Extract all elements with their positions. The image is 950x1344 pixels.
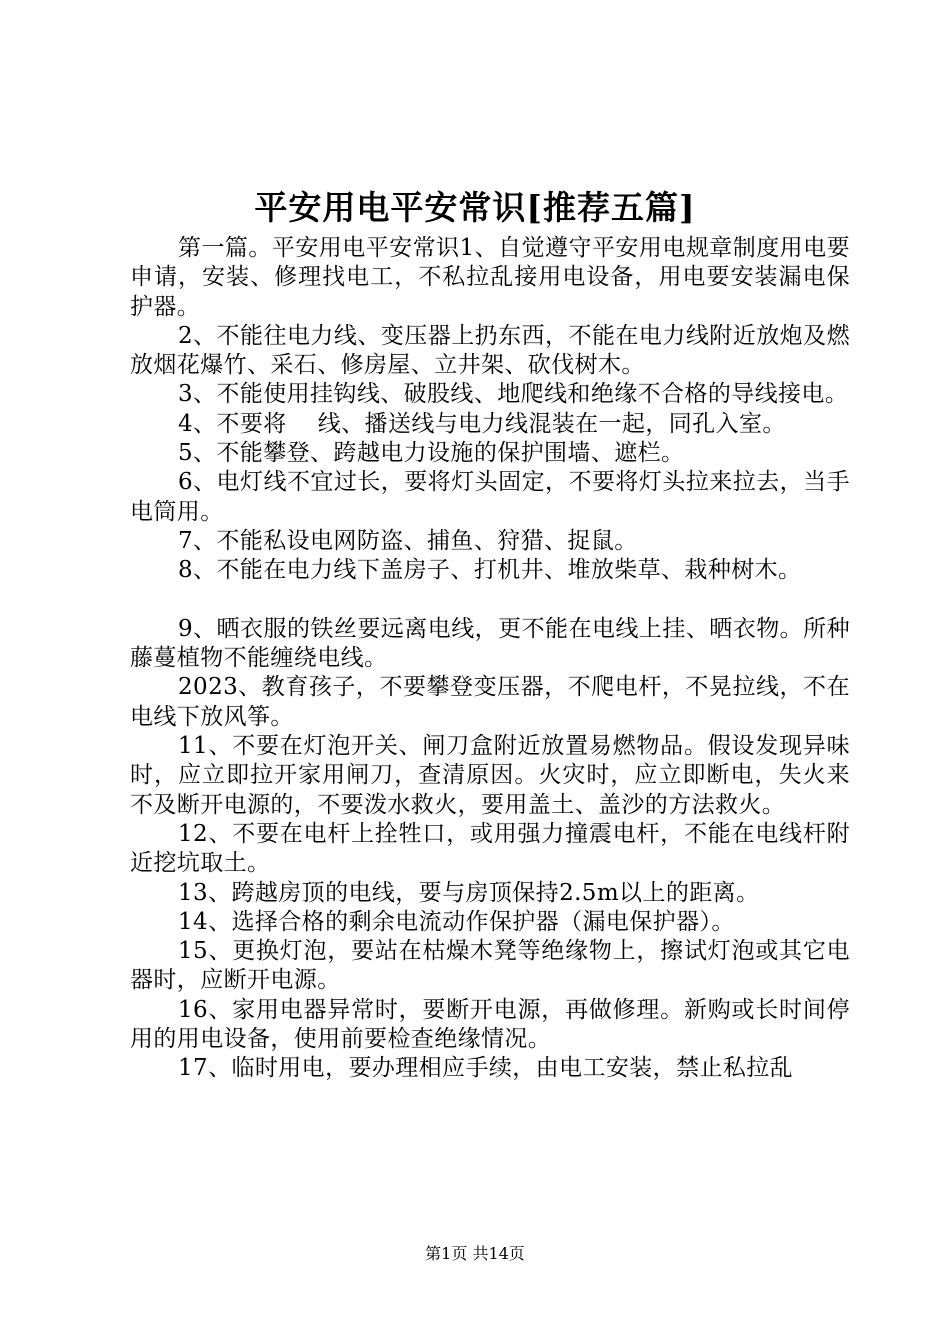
paragraph: 5、不能攀登、跨越电力设施的保护围墙、遮栏。 [178, 440, 685, 467]
paragraph: 第一篇。平安用电平安常识1、自觉遵守平安用电规章制度用电要申请，安装、修理找电工，不私拉乱接用电设备，用电要安装漏电保护器。 [130, 235, 850, 320]
paragraph: 9、晒衣服的铁丝要远离电线，更不能在电线上挂、晒衣物。所种藤蔓植物不能缠绕电线。 [130, 615, 850, 672]
paragraph: 3、不能使用挂钩线、破股线、地爬线和绝缘不合格的导线接电。 [178, 381, 849, 408]
paragraph: 16、家用电器异常时，要断开电源，再做修理。新购或长时间停用的用电设备，使用前要检查绝缘情况。 [130, 996, 850, 1053]
paragraph: 12、不要在电杆上拴牲口，或用强力撞震电杆，不能在电线杆附近挖坑取土。 [130, 820, 850, 877]
paragraph: 11、不要在灯泡开关、闸刀盒附近放置易燃物品。假设发现异味时，应立即拉开家用闸刀，查清原因。火灾时，应立即断电，失火来不及断开电源的，不要泼水救火，要用盖土、盖沙的方法救火。 [130, 733, 850, 818]
paragraph: 2023、教育孩子，不要攀登变压器，不爬电杆，不晃拉线，不在电线下放风筝。 [130, 674, 850, 730]
paragraph: 15、更换灯泡，要站在枯燥木凳等绝缘物上，擦试灯泡或其它电器时，应断开电源。 [130, 938, 850, 994]
paragraph: 6、电灯线不宜过长，要将灯头固定，不要将灯头拉来拉去，当手电筒用。 [130, 469, 850, 525]
paragraph: 7、不能私设电网防盗、捕鱼、狩猎、捉鼠。 [178, 527, 638, 554]
paragraph: 13、跨越房顶的电线，要与房顶保持2.5m以上的距离。 [178, 879, 760, 906]
paragraph: 17、临时用电，要办理相应手续，由电工安装，禁止私拉乱 [178, 1055, 794, 1082]
page-footer: 第1页 共14页 [425, 1244, 525, 1263]
paragraph: 2、不能往电力线、变压器上扔东西，不能在电力线附近放炮及燃放烟花爆竹、采石、修房屋、立井架、砍伐树木。 [130, 322, 850, 379]
document-body [130, 234, 850, 1084]
paragraph: 4、不要将 线、播送线与电力线混装在一起，同孔入室。 [178, 410, 786, 437]
document-title: 平安用电平安常识[推荐五篇] [254, 188, 696, 227]
paragraph: 14、选择合格的剩余电流动作保护器（漏电保护器）。 [178, 908, 735, 935]
paragraph: 8、不能在电力线下盖房子、打机井、堆放柴草、栽种树木。 [178, 557, 802, 584]
blank-line [130, 586, 850, 615]
